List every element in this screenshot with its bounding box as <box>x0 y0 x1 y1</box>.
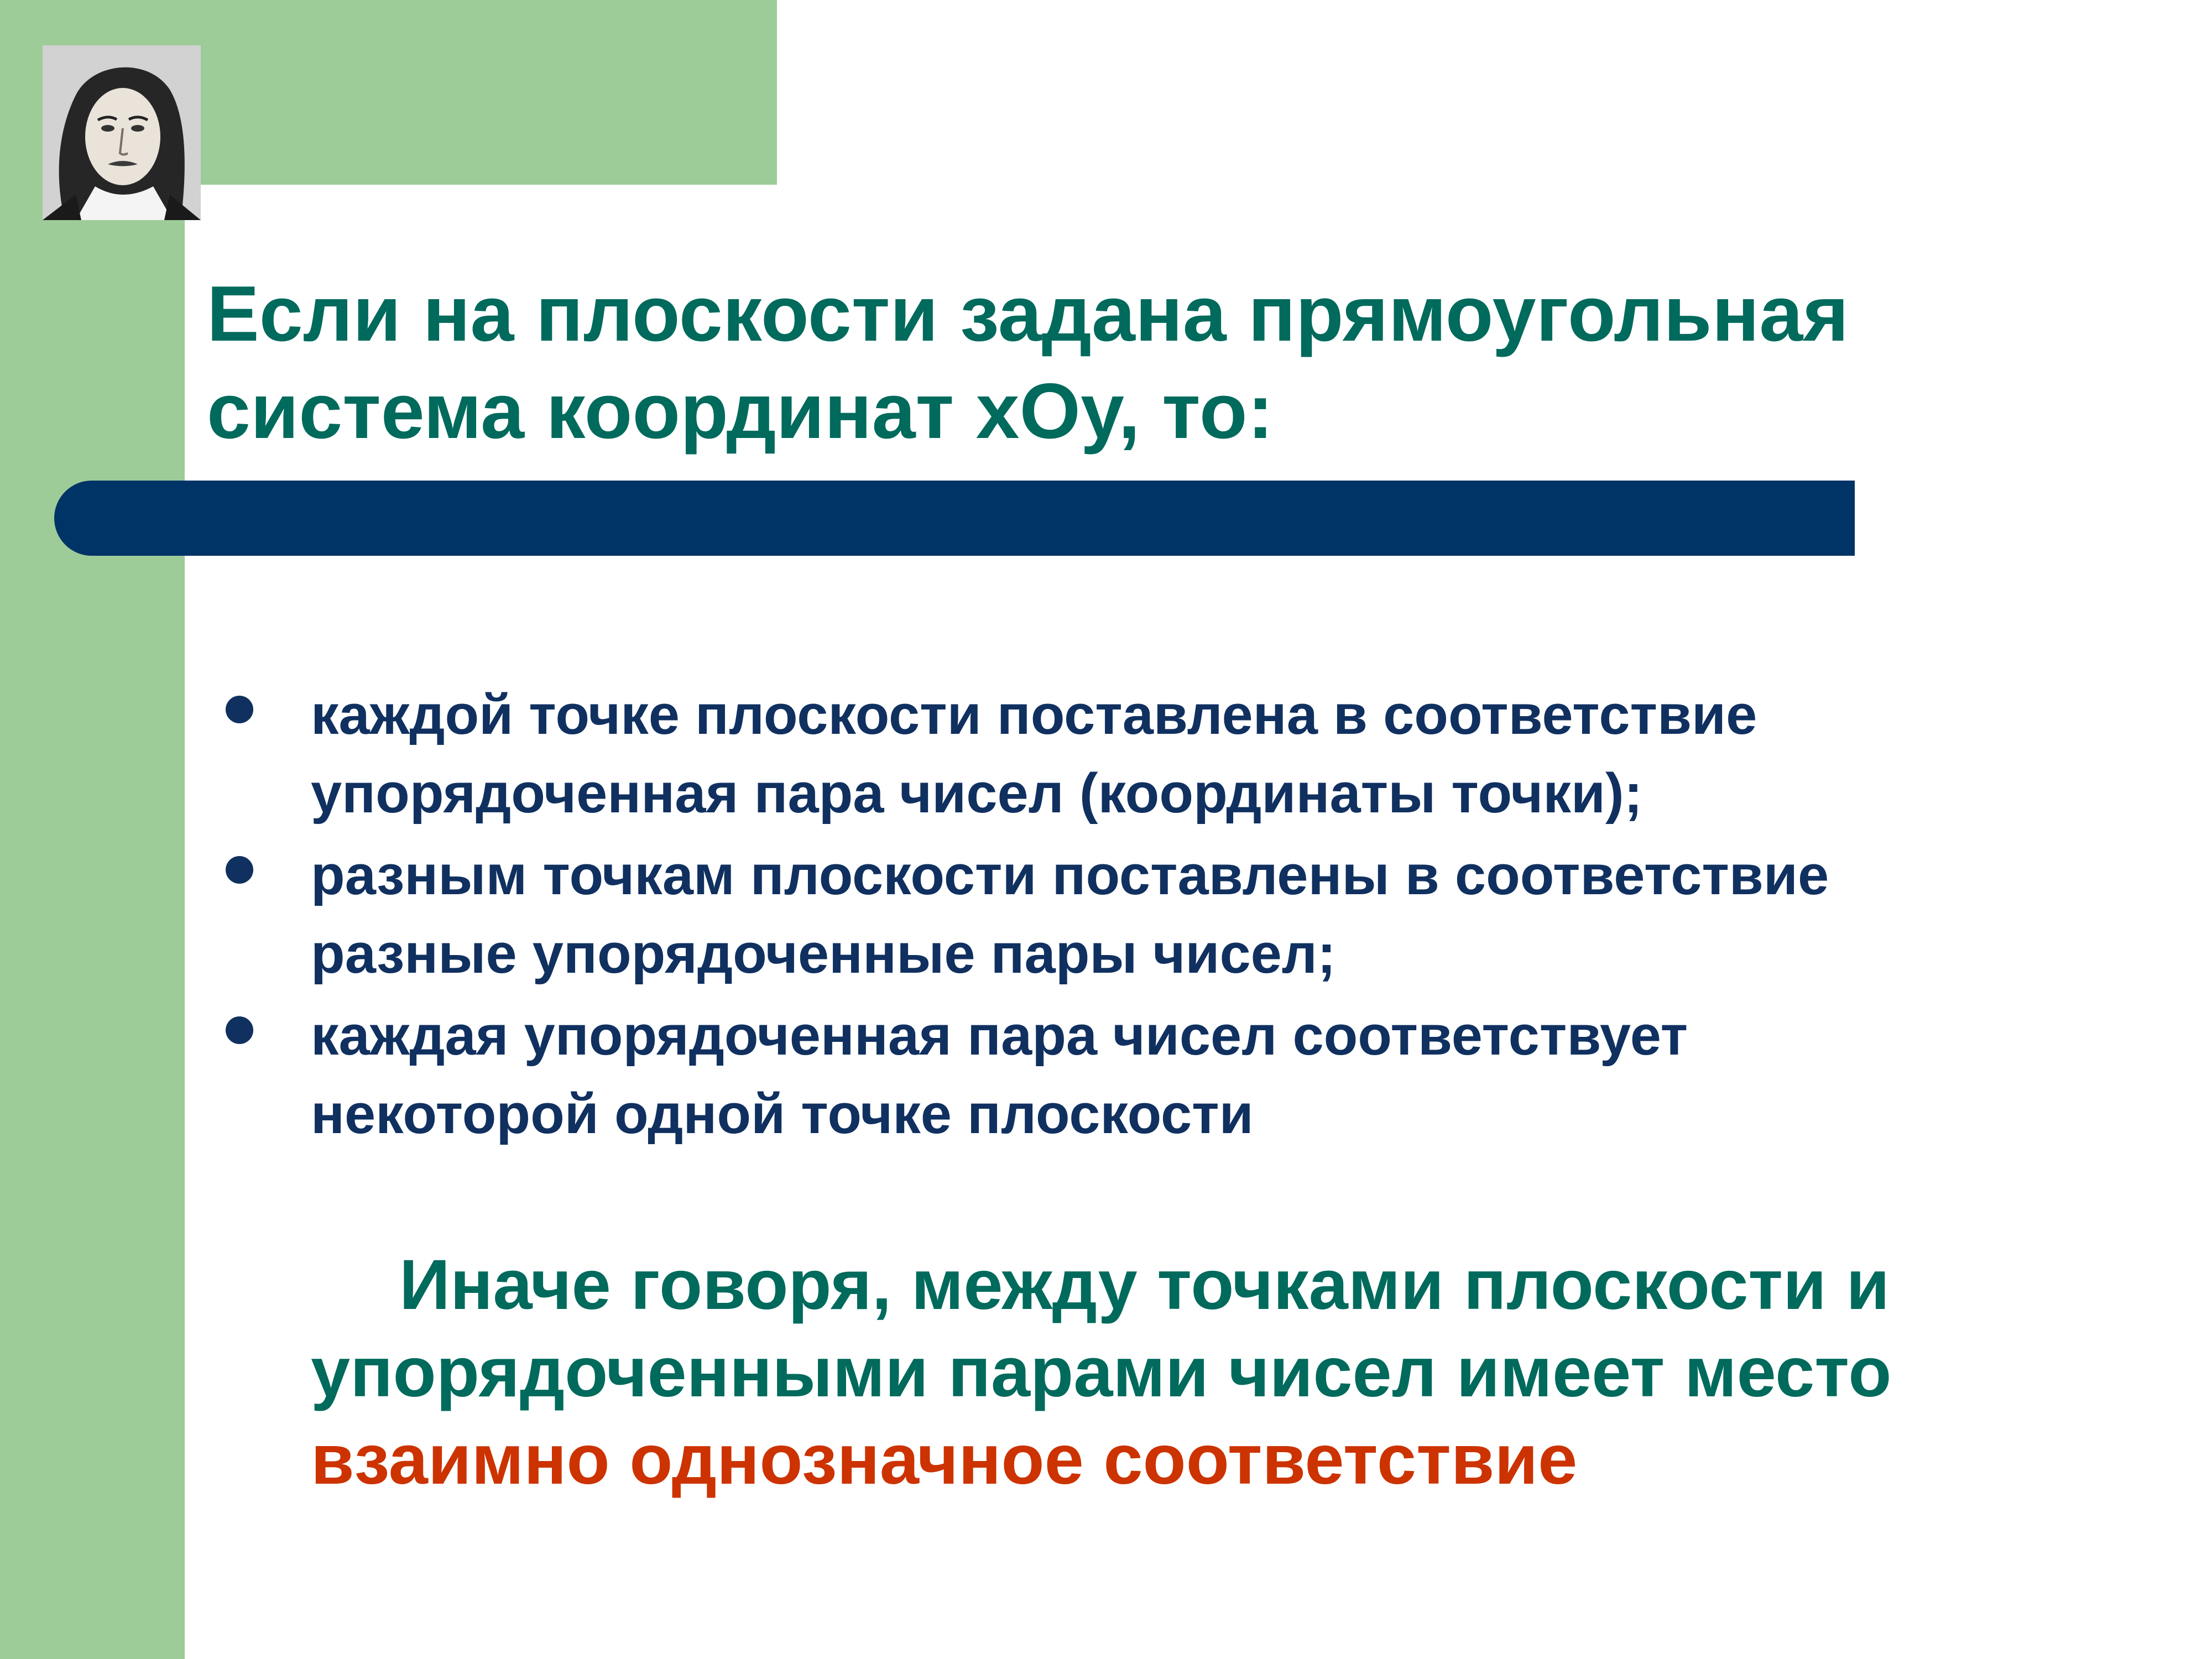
portrait-image <box>43 45 201 220</box>
bullet-dot-icon <box>226 696 253 723</box>
summary-line-2: упорядоченными парами чисел имеет место <box>311 1333 1892 1412</box>
summary-paragraph <box>311 1241 2136 1504</box>
bullet-dot-icon <box>226 1016 253 1044</box>
bullet-list <box>226 676 2106 1157</box>
bullet-3-line-1: каждая упорядоченная пара чисел соответствует <box>311 1005 1688 1067</box>
slide-title <box>207 265 2087 460</box>
title-underline-bar <box>54 481 1855 556</box>
summary-highlight: взаимно однозначное соответствие <box>311 1420 1578 1499</box>
slide-title-line-1: Если на плоскости задана прямоугольная <box>207 270 1849 358</box>
decorative-green-sidebar <box>0 0 185 1659</box>
list-item <box>226 997 2106 1154</box>
bullet-3-line-2: некоторой одной точке плоскости <box>311 1083 1254 1145</box>
summary-line-1: Иначе говоря, между точками плоскости и <box>399 1245 1890 1324</box>
bullet-1-line-1: каждой точке плоскости поставлена в соответствие <box>311 684 1757 746</box>
bullet-2-line-1: разным точкам плоскости поставлены в соответствие <box>311 844 1829 906</box>
list-item <box>226 676 2106 833</box>
list-item <box>226 836 2106 993</box>
bullet-2-line-2: разные упорядоченные пары чисел; <box>311 923 1336 985</box>
bullet-1-line-2: упорядоченная пара чисел (координаты точки); <box>311 763 1643 825</box>
bullet-dot-icon <box>226 856 253 884</box>
slide-title-line-2: система координат хОу, то: <box>207 367 1274 455</box>
